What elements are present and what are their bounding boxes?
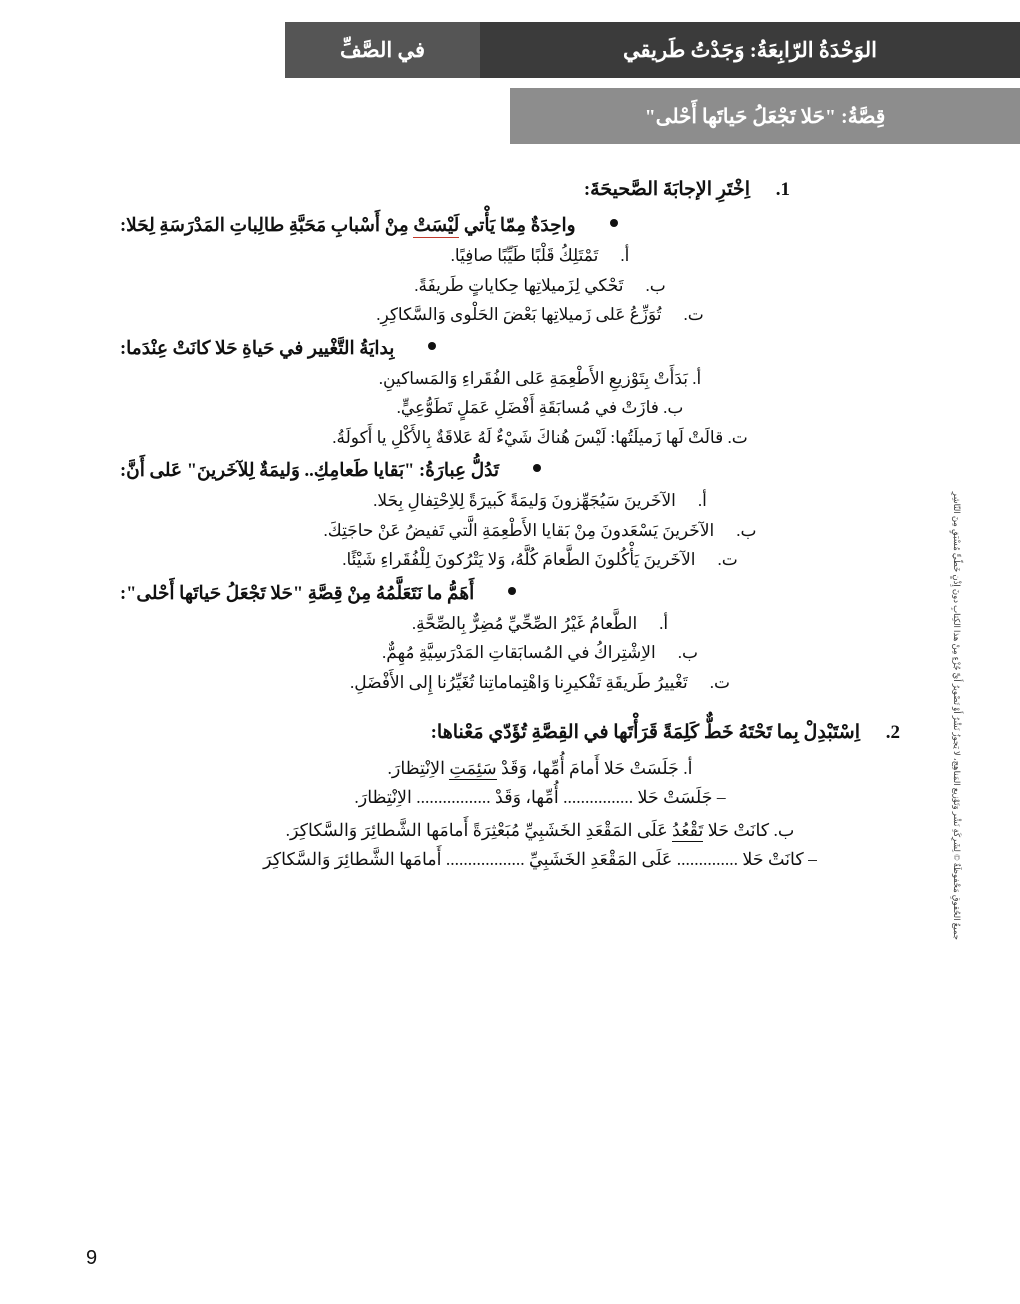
story-title-text: قِصَّةُ: "حَلا تَجْعَلُ حَياتَها أَحْلى" [644,105,886,128]
mcq-3-option-b[interactable] [120,518,960,544]
mcq-3-option-a[interactable] [120,488,960,514]
mcq-2-option-a[interactable] [120,366,960,392]
mcq-1-option-b-letter: ب. [645,275,666,295]
mcq-stem-1-pre: واحِدَةٌ مِمّا يَأْتي [459,216,576,236]
q2-sentence-b-pre: كانَتْ حَلا [703,820,770,840]
mcq-4-option-c-letter: ت. [709,672,731,692]
mcq-2-option-c-letter: ت. [727,427,748,447]
mcq-4-option-a-text: الطَّعامُ غَيْرُ الصِّحِّيِّ مُضِرٌّ بِالصِّحَّةِ. [411,613,638,633]
q2-sentence-a-post: الاِنْتِظارَ. [387,758,450,778]
mcq-item-4 [120,583,960,696]
mcq-1-option-b[interactable] [120,273,960,299]
bullet-dot-icon [610,219,618,227]
question-2-number: 2. [885,722,900,743]
mcq-3-option-c[interactable] [120,547,960,573]
q2-sentence-a [120,758,960,779]
mcq-1-option-c-letter: ت. [683,305,704,324]
mcq-1-option-a-text: تَمْتَلِكُ قَلْبًا طَيِّبًا صافِيًا. [450,246,599,265]
mcq-stem-4 [120,583,960,605]
mcq-stem-4-text: أَهَمُّ ما نَتَعَلَّمُهُ مِنْ قِصَّةِ "حَلا تَجْعَلُ حَياتَها أَحْلى": [120,583,475,604]
unit-title-bar [480,22,1020,78]
mcq-4-option-b-letter: ب. [677,643,698,662]
q2-sentence-b-post: عَلَى المَقْعَدِ الخَشَبِيِّ مُبَعْثِرَةً أَمامَها الشَّطائِرَ وَالسَّكاكِرَ. [285,820,673,840]
mcq-2-option-c[interactable] [120,425,960,451]
mcq-2-option-c-text: قالَتْ لَها زَميلَتُها: لَيْسَ هُناكَ شَيْءٌ لَهُ عَلاقَةٌ بِالأَكْلِ يا أَكولَةُ. [332,427,724,447]
mcq-3-option-c-letter: ت. [717,550,738,569]
question-1 [120,178,960,695]
mcq-3-option-a-letter: أ. [697,491,707,510]
mcq-3-option-b-letter: ب. [736,520,757,540]
mcq-item-3 [120,460,960,573]
mcq-stem-1-underlined: لَيْسَتْ [413,216,460,236]
mcq-stem-1 [120,215,960,237]
mcq-stem-1-post: مِنْ أَسْبابِ مَحَبَّةِ طالِباتِ المَدْرَسَةِ لِحَلا: [120,216,414,236]
mcq-2-option-a-letter: أ. [692,368,702,388]
class-label-text: في الصَّفِّ [340,37,425,62]
mcq-stem-3 [120,460,960,482]
question-1-items [120,215,960,695]
q2-answer-b-pre: – كانَتْ حَلا [737,849,817,869]
q2-answer-a-pre: – جَلَسَتْ حَلا [633,787,726,807]
mcq-item-2 [120,338,960,451]
mcq-3-option-b-text: الآخَرينَ يَسْعَدونَ مِنْ بَقايا الأَطْعِمَةِ الَّتي تَفيضُ عَنْ حاجَتِكَ. [323,520,715,540]
q2-answer-b-blank-1[interactable]: .............. [676,849,738,869]
q2-answer-a-blank-2[interactable]: ................. [416,787,491,807]
mcq-stem-2-text: بِدايَةُ التَّغْيير في حَياةِ حَلا كانَتْ عِنْدَما: [120,338,395,359]
q2-sentence-a-underlined: سَئِمَتِ [449,758,497,778]
question-2 [120,721,960,870]
q2-answer-a[interactable] [120,787,960,808]
mcq-stem-2 [120,338,960,360]
bullet-dot-icon [428,342,436,350]
q2-answer-b[interactable] [120,849,960,870]
mcq-1-option-c-text: تُوَزِّعُ عَلى زَميلاتِها بَعْضَ الحَلْوى وَالسَّكاكِرِ. [376,305,662,324]
q2-answer-a-post: الاِنْتِظارَ. [354,787,417,807]
q2-answer-b-mid: عَلَى المَقْعَدِ الخَشَبِيِّ [524,849,677,869]
bullet-dot-icon [508,587,516,595]
q2-sentence-a-pre: جَلَسَتْ حَلا أَمامَ أُمِّها، وَقَدْ [496,758,679,778]
mcq-stem-3-text: تَدُلُّ عِبارَةُ: "بَقايا طَعامِكِ.. وَليمَةٌ لِلآخَرينَ" عَلى أَنَّ: [120,461,500,481]
worksheet-content [80,160,1020,882]
mcq-4-option-c[interactable] [120,670,960,696]
mcq-2-option-b-letter: ب. [663,398,684,417]
mcq-3-option-a-text: الآخَرينَ سَيُجَهِّزونَ وَليمَةً كَبيرَةً لِلاِحْتِفالِ بِحَلا. [373,491,676,510]
class-label-bar [285,22,480,78]
page-header [0,0,1020,128]
mcq-3-option-c-text: الآخَرينَ يَأْكُلونَ الطَّعامَ كُلَّهُ، وَلا يَتْرُكونَ لِلْفُقَراءِ شَيْئًا. [342,550,696,569]
q2-answer-b-post: أَمامَها الشَّطائِرَ وَالسَّكاكِرَ [263,849,446,869]
mcq-1-option-a-letter: أ. [620,246,630,265]
mcq-4-option-a[interactable] [120,611,960,637]
q2-sentence-b [120,820,960,841]
story-title-bar [510,88,1020,144]
mcq-2-option-b[interactable] [120,395,960,421]
mcq-1-option-a[interactable] [120,243,960,269]
page-number: 9 [86,1247,98,1269]
q2-answer-b-blank-2[interactable]: .................. [445,849,525,869]
mcq-4-option-a-letter: أ. [659,613,669,633]
mcq-4-option-b-text: الاِشْتِراكُ في المُسابَقاتِ المَدْرَسِيَّةِ مُهِمٌّ. [382,643,656,662]
question-2-heading [120,721,960,744]
copyright-sidenote: جميعُ الحُقوقِ مَحْفوظَةٌ © لِشَرِكَةِ نَشْر وَتَوْزيع المَناهِج، لا يَجوزُ نَشْرُ أَوْ تَصْويرُ أَيِّ جُزْءٍ مِنْ هذا الكِتابِ دونَ إِذْنٍ خَطّيٍّ مُسْبَقٍ مِنَ النّاشِرِ [952,491,962,940]
mcq-2-option-a-text: بَدَأَتْ بِتَوْزيعِ الأَطْعِمَةِ عَلى الفُقَراءِ وَالمَساكينِ. [378,368,688,388]
question-1-heading [120,178,960,201]
mcq-4-option-c-text: تَغْييرُ طَريقَةِ تَفْكيرِنا وَاهْتِماماتِنا تُغَيِّرُنا إِلى الأَفْضَلِ. [349,672,688,692]
question-1-title: اِخْتَرِ الإجابَةَ الصَّحيحَةَ: [583,179,750,200]
q2-sentence-a-letter: أ. [683,758,693,778]
mcq-1-option-b-text: تَحْكي لِزَميلاتِها حِكاياتٍ طَريفَةً. [414,275,624,295]
bullet-dot-icon [533,464,541,472]
unit-title-text: الوَحْدَةُ الرّابِعَةُ: وَجَدْتُ طَريقي [623,37,877,62]
mcq-1-option-c[interactable] [120,302,960,328]
question-1-number: 1. [775,179,790,200]
mcq-4-option-b[interactable] [120,640,960,666]
question-2-title: اِسْتَبْدِلْ بِما تَحْتَهُ خَطٌّ كَلِمَةً قَرَأْتَها في القِصَّةِ تُؤَدّي مَعْناها: [430,722,860,743]
q2-sentence-b-underlined: تَقْعُدُ [672,820,704,840]
q2-answer-a-mid: أُمِّها، وَقَدْ [490,787,564,807]
q2-answer-a-blank-1[interactable]: ................ [563,787,634,807]
mcq-item-1 [120,215,960,328]
mcq-2-option-b-text: فازَتْ في مُسابَقَةِ أَفْضَلِ عَمَلٍ تَطَوُّعِيٍّ. [396,398,659,417]
q2-sentence-b-letter: ب. [773,820,795,840]
